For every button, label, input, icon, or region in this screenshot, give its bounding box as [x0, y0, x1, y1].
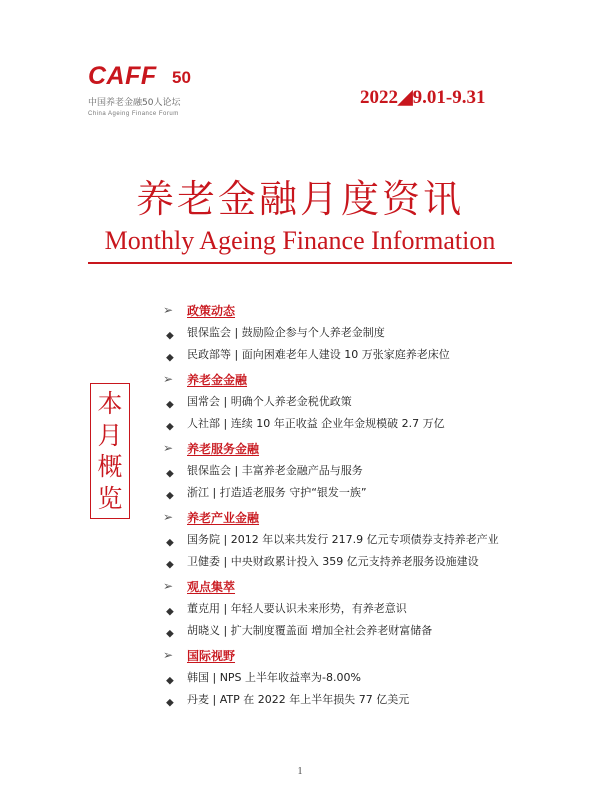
arrow-right-icon: ➢: [163, 303, 174, 317]
bullet-icon: ◆: [164, 400, 176, 408]
item-text: 韩国 | NPS 上半年收益率为-8.00%: [187, 671, 361, 684]
side-char: 本: [97, 388, 123, 418]
logo-cn-line: 中国养老金融50人论坛: [88, 98, 181, 108]
arrow-right-icon: ➢: [163, 648, 174, 662]
section-header-service-finance[interactable]: [163, 437, 543, 459]
section-header-policy[interactable]: [163, 299, 543, 321]
item-text: 丹麦 | ATP 在 2022 年上半年损失 77 亿美元: [187, 693, 410, 706]
item-text: 浙江 | 打造适老服务 守护“银发一族”: [187, 486, 367, 499]
list-item[interactable]: [163, 412, 543, 434]
section-title: 政策动态: [187, 303, 236, 318]
item-text: 卫健委 | 中央财政累计投入 359 亿元支持养老服务设施建设: [187, 555, 479, 568]
list-item[interactable]: [163, 481, 543, 503]
list-item[interactable]: [163, 528, 543, 550]
logo-wordmark: CAFF: [88, 62, 157, 90]
logo-number: 50: [172, 68, 191, 87]
list-item[interactable]: [163, 459, 543, 481]
item-text: 人社部 | 连续 10 年正收益 企业年金规模破 2.7 万亿: [187, 417, 445, 430]
arrow-right-icon: ➢: [163, 441, 174, 455]
item-text: 国常会 | 明确个人养老金税优政策: [187, 395, 352, 408]
bullet-icon: ◆: [164, 491, 176, 499]
list-item[interactable]: [163, 619, 543, 641]
item-text: 国务院 | 2012 年以来共发行 217.9 亿元专项债券支持养老产业: [187, 533, 499, 546]
caff50-logo: [88, 62, 218, 122]
item-text: 银保监会 | 丰富养老金融产品与服务: [187, 464, 363, 477]
issue-date: 2022◢9.01-9.31: [360, 87, 486, 108]
section-header-industry-finance[interactable]: [163, 506, 543, 528]
bullet-icon: ◆: [164, 607, 176, 615]
bullet-icon: ◆: [164, 698, 176, 706]
bullet-icon: ◆: [164, 538, 176, 546]
bullet-icon: ◆: [164, 331, 176, 339]
item-text: 胡晓义 | 扩大制度覆盖面 增加全社会养老财富储备: [187, 624, 433, 637]
item-text: 董克用 | 年轻人要认识未来形势，有养老意识: [187, 602, 407, 615]
side-char: 览: [97, 484, 123, 514]
bullet-icon: ◆: [164, 629, 176, 637]
page-title-cn: 养老金融月度资讯: [135, 177, 464, 221]
section-title: 国际视野: [187, 648, 236, 663]
title-divider: [88, 262, 512, 264]
section-header-pension-finance[interactable]: [163, 368, 543, 390]
list-item[interactable]: [163, 321, 543, 343]
section-title: 养老产业金融: [187, 510, 260, 525]
list-item[interactable]: [163, 343, 543, 365]
list-item[interactable]: [163, 666, 543, 688]
page-number: 1: [297, 766, 303, 777]
section-header-viewpoints[interactable]: [163, 575, 543, 597]
section-title: 养老金金融: [187, 372, 248, 387]
list-item[interactable]: [163, 550, 543, 572]
bullet-icon: ◆: [164, 560, 176, 568]
section-title: 观点集萃: [187, 579, 236, 594]
list-item[interactable]: [163, 390, 543, 412]
list-item[interactable]: [163, 597, 543, 619]
arrow-right-icon: ➢: [163, 372, 174, 386]
bullet-icon: ◆: [164, 676, 176, 684]
arrow-right-icon: ➢: [163, 579, 174, 593]
side-char: 月: [97, 420, 123, 450]
bullet-icon: ◆: [164, 422, 176, 430]
logo-en-line: China Ageing Finance Forum: [88, 111, 179, 117]
bullet-icon: ◆: [164, 469, 176, 477]
item-text: 民政部等 | 面向困难老年人建设 10 万张家庭养老床位: [187, 348, 450, 361]
overview-sections: [163, 296, 543, 710]
item-text: 银保监会 | 鼓励险企参与个人养老金制度: [187, 326, 385, 339]
bullet-icon: ◆: [164, 353, 176, 361]
monthly-overview-label: [90, 383, 130, 519]
list-item[interactable]: [163, 688, 543, 710]
side-char: 概: [97, 452, 123, 482]
section-header-international[interactable]: [163, 644, 543, 666]
arrow-right-icon: ➢: [163, 510, 174, 524]
page-title-en: Monthly Ageing Finance Information: [104, 226, 496, 255]
section-title: 养老服务金融: [187, 441, 260, 456]
